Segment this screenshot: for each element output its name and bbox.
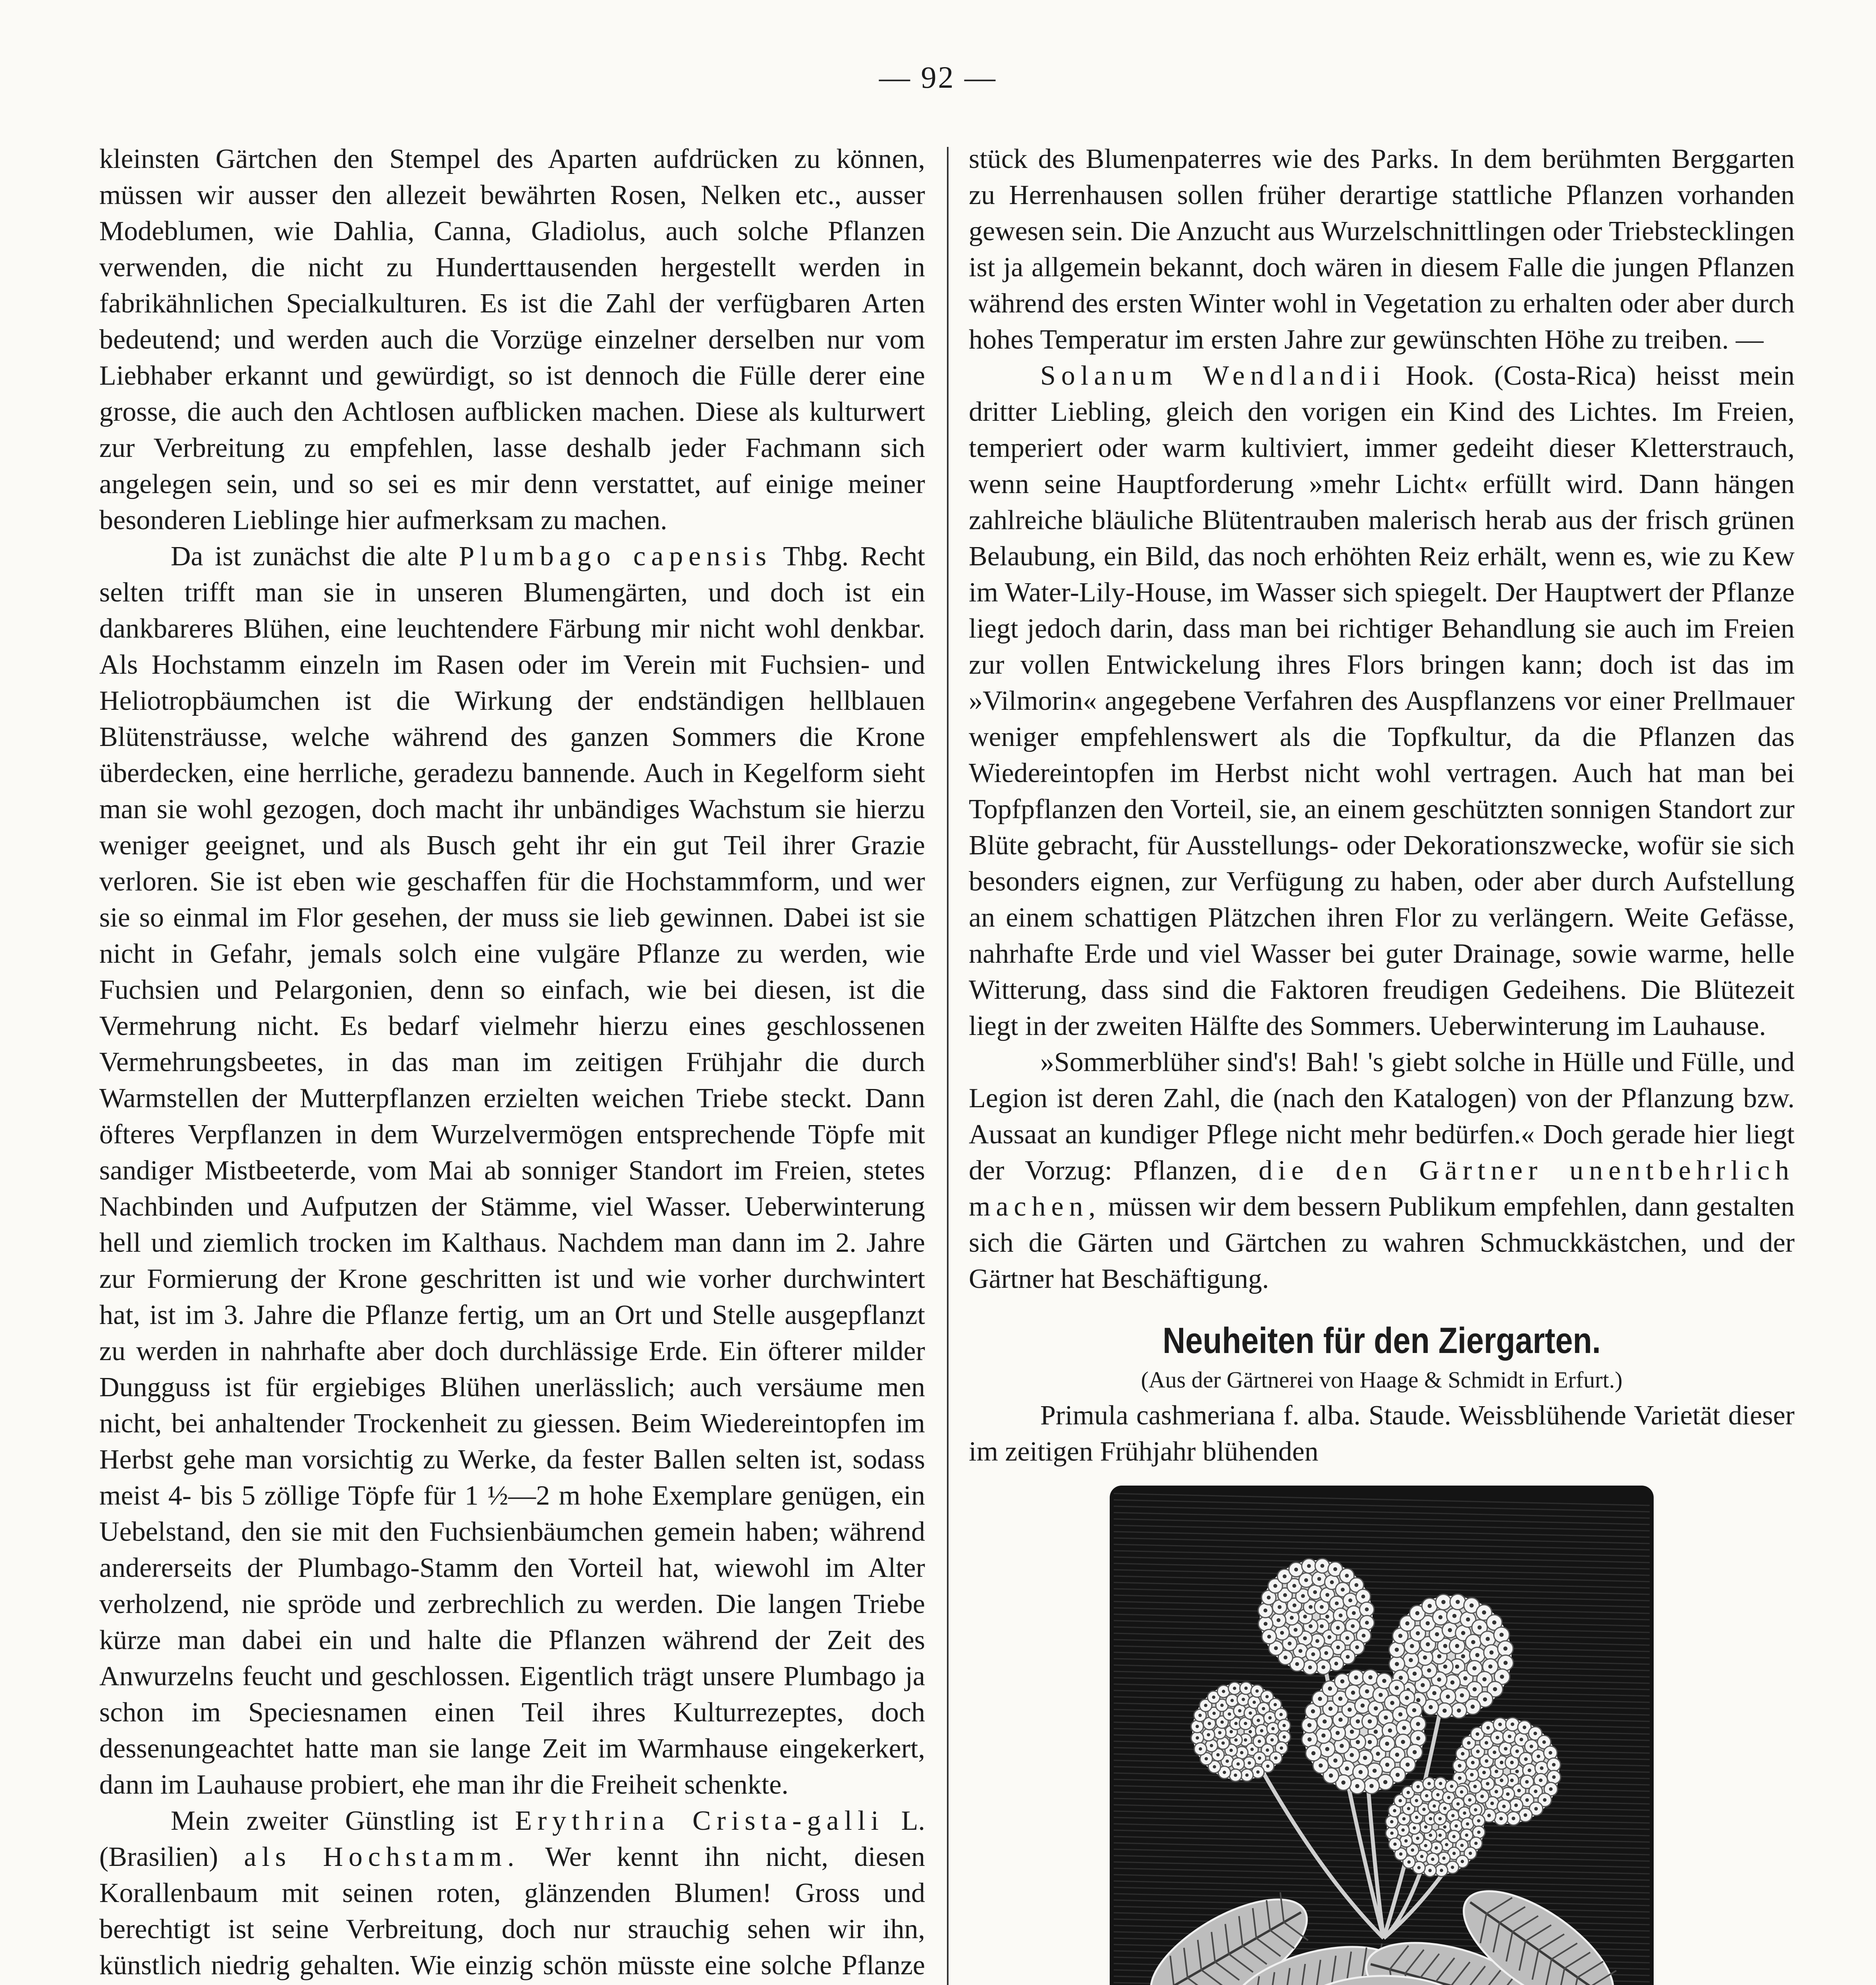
page-number: — 92 — xyxy=(879,60,997,94)
text-run: Wer kennt ihn nicht, diesen Korallenbaum mit seinen roten, glänzenden Blumen! Gross und berechtigt ist seine Verbreitung, doch nur strauchig sehen wir ihn, künstlich niedrig gehalten. Wie einzig schön müsste eine solche Pflanze xyxy=(99,1842,925,1981)
text-run: Thbg. Recht selten trifft man sie in unseren Blumengärten, und doch ist ein dankbareres Blühen, eine leuchtendere Färbung mir nicht wohl denkbar. Als Hochstamm einzeln im Rasen oder im Verein mit Fuchsien- und Heliotropbäumchen ist die Wirkung der endständigen hellblauen Blütensträusse, welche während des ganzen Sommers die Krone überdecken, eine herrliche, geradezu bannende. Auch in Kegelform sieht man sie wohl gezogen, doch macht ihr unbändiges Wachstum sie hierzu weniger geeignet, und als Busch geht ihr ein gut Teil ihrer Grazie verloren. Sie ist eben wie geschaffen für die Hochstammform, und wer sie so einmal im Flor gesehen, der muss sie lieb gewinnen. Dabei ist sie nicht in Gefahr, jemals solch eine vulgäre Pflanze zu werden, wie Fuchsien und Pelargonien, denn so einfach, wie bei diesen, ist die Vermehrung nicht. Es bedarf vielmehr hierzu eines geschlossenen Vermehrungsbeetes, in das man im zeitigen Frühjahr die durch Warmstellen der Mutterpflanzen erzielten weichen Triebe steckt. Dann öfteres Verpflanzen in dem Wurzelvermögen entsprechende Töpfe mit sandiger Mistbeeterde, vom Mai ab sonniger Standort im Freien, stetes Nachbinden und Aufputzen der Stämme, viel Wasser. Ueberwinterung hell und ziemlich trocken im Kalthaus. Nachdem man dann im 2. Jahre zur Formierung der Krone geschritten ist und wie vorher durchwintert hat, ist im 3. Jahre die Pflanze fertig, um an Ort und Stelle ausgepflanzt zu werden in nahrhafte aber doch durchlässige Erde. Ein öfterer milder Dungguss ist für ergiebiges Blühen unerlässlich; auch versäume men nicht, bei anhaltender Trockenheit zu giessen. Beim Wiedereintopfen im Herbst gehe man vorsichtig zu Werke, da fester Ballen selten ist, sodass meist 4- bis 5 zöllige Töpfe für 1 ½—2 m hohe Exemplare genügen, ein Uebelstand, den sie mit den Fuchsienbäumchen gemein haben; während andererseits der Plumbago-Stamm den Vorteil hat, wiewohl im Alter verholzend, nie spröde und zerbrechlich zu werden. Die langen Triebe kürze man dabei ein und halte die Pflanzen während der Zeit des Anwurzelns feucht und geschlossen. Eigentlich trägt unsere Plumbago ja schon im Speciesnamen einen Teil ihres Kulturrezeptes, doch dessenungeachtet hatte man sie lange Zeit im Warmhause eingekerkert, dann im Lauhause probiert, ehe man ihr die Freiheit schenkte. xyxy=(99,541,925,1800)
emphasis-text: die den Gärtner unentbehrlich machen, xyxy=(969,1155,1795,1222)
text-run: müssen wir dem bessern Publikum empfehlen, dann gestalten sich die Gärten und Gärtchen zu wahren Schmuckkästchen, und der Gärtner hat Beschäftigung. xyxy=(969,1191,1795,1294)
paragraph-plumbago xyxy=(99,538,925,1803)
paragraph-erythrina xyxy=(99,1803,925,1985)
section-heading: Neuheiten für den Ziergarten. xyxy=(1163,1320,1601,1361)
paragraph-sommerblueher xyxy=(969,1044,1795,1297)
text-run: Mein zweiter Günstling ist xyxy=(171,1806,515,1836)
right-column xyxy=(969,141,1795,1985)
paragraph-erythrina-cont: stück des Blumenpaterres wie des Parks. In dem berühmten Berggarten zu Herrenhausen sollen früher derartige stattliche Pflanzen vorhanden gewesen sein. Die Anzucht aus Wurzelschnittlingen oder Triebstecklingen ist ja allgemein bekannt, doch wären in diesem Falle die jungen Pflanzen während des ersten Winter wohl in Vegetation zu erhalten oder aber durch hohes Temperatur im ersten Jahre zur gewünschten Höhe zu treiben. — xyxy=(969,144,1795,355)
plant-name-erythrina: Erythrina Crista-galli xyxy=(515,1806,884,1836)
paragraph-solanum xyxy=(969,358,1795,1044)
paragraph-primula: Primula cashmeriana f. alba. Staude. Weissblühende Varietät dieser im zeitigen Frühjahr blühenden xyxy=(969,1400,1795,1467)
text-run: L. (Brasilien) xyxy=(99,1806,925,1872)
column-divider xyxy=(947,147,949,1985)
section-subheading: (Aus der Gärtnerei von Haage & Schmidt in Erfurt.) xyxy=(1141,1367,1623,1393)
text-run: Hook. (Costa-Rica) heisst mein dritter Liebling, gleich den vorigen ein Kind des Lichtes. Im Freien, temperiert oder warm kultiviert, immer gedeiht dieser Kletterstrauch, wenn seine Hauptforderung »mehr Licht« erfüllt wird. Dann hängen zahlreiche bläuliche Blütentrauben malerisch herab aus der frisch grünen Belaubung, ein Bild, das noch erhöhten Reiz erhält, wenn es, wie zu Kew im Water-Lily-House, im Wasser sich spiegelt. Der Hauptwert der Pflanze liegt jedoch darin, dass man bei richtiger Behandlung sie auch im Freien zur vollen Entwickelung ihres Flors bringen kann; doch ist das im »Vilmorin« angegebene Verfahren des Auspflanzens vor einer Prellmauer weniger empfehlenswert als die Topfkultur, da die Pflanzen das Wiedereintopfen im Herbst nicht wohl vertragen. Auch hat man bei Topfpflanzen den Vorteil, sie, an einem geschützten sonnigen Standort zur Blüte gebracht, für Ausstellungs- oder Dekorationszwecke, wofür sie sich besonders eignen, zur Verfügung zu haben, oder aber durch Aufstellung an einem schattigen Plätzchen ihren Flor zu verlängern. Weite Gefässe, nahrhafte Erde und viel Wasser bei guter Drainage, sowie warme, helle Witterung, dass sind die Faktoren freudigen Gedeihens. Die Blütezeit liegt in der zweiten Hälfte des Sommers. Ueberwinterung im Lauhause. xyxy=(969,360,1795,1041)
paragraph-intro: kleinsten Gärtchen den Stempel des Aparten aufdrücken zu können, müssen wir ausser den allezeit bewährten Rosen, Nelken etc., ausser Modeblumen, wie Dahlia, Canna, Gladiolus, auch solche Pflanzen verwenden, die nicht zu Hunderttausenden hergestellt werden in fabrikähnlichen Specialkulturen. Es ist die Zahl der verfügbaren Arten bedeutend; und werden auch die Vorzüge einzelner derselben nur vom Liebhaber erkannt und gewürdigt, so ist dennoch die Fülle derer eine grosse, die auch den Achtlosen aufblicken machen. Diese als kulturwert zur Verbreitung zu empfehlen, lasse deshalb jeder Fachmann sich angelegen sein, und so sei es mir denn verstattet, auf einige meiner besonderen Lieblinge hier aufmerksam zu machen. xyxy=(99,144,925,536)
growth-form: als Hochstamm. xyxy=(244,1842,520,1872)
plant-name-solanum: Solanum Wendlandii xyxy=(1040,360,1386,391)
primula-illustration xyxy=(1110,1486,1654,1985)
plant-name-plumbago: Plumbago capensis xyxy=(459,541,772,572)
text-run: »Sommerblüher sind's! Bah! 's giebt solche in Hülle und Fülle, und Legion ist deren Zahl, die (nach den Katalogen) von der Pflanzung bzw. Aussaat an kundiger Pflege nicht mehr bedürfen.« Doch gerade hier liegt der Vorzug: Pflanzen, xyxy=(969,1047,1795,1186)
left-column xyxy=(99,141,925,1985)
primula-engraving-image xyxy=(1110,1486,1654,1985)
text-run: Da ist zunächst die alte xyxy=(171,541,459,572)
